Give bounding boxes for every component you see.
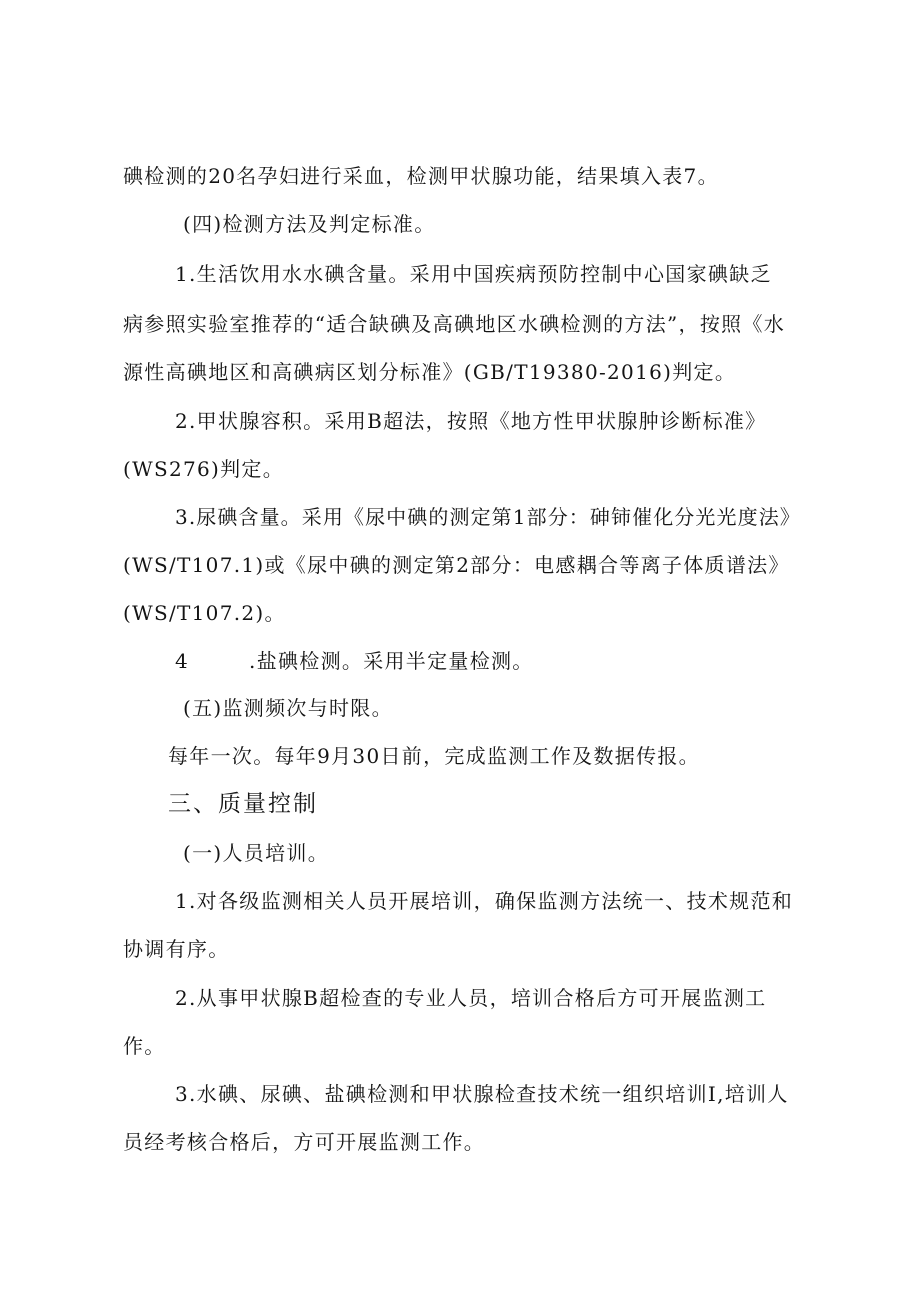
paragraph-line xyxy=(175,647,534,675)
paragraph-line: 2.甲状腺容积。采用B超法，按照《地方性甲状腺肿诊断标准》 xyxy=(175,409,767,433)
paragraph-line: (WS/T107.1)或《尿中碘的测定第2部分：电感耦合等离子体质谱法》 xyxy=(123,553,790,577)
paragraph-line: 1.生活饮用水水碘含量。采用中国疾病预防控制中心国家碘缺乏 xyxy=(175,262,772,286)
section-heading: 三、质量控制 xyxy=(168,791,318,817)
paragraph-line: 病参照实验室推荐的“适合缺碘及高碘地区水碘检测的方法”，按照《水 xyxy=(123,312,786,336)
subsection-heading: (四)检测方法及判定标准。 xyxy=(183,212,436,236)
subsection-heading: (一)人员培训。 xyxy=(183,841,330,865)
paragraph-line: 每年一次。每年9月30日前，完成监测工作及数据传报。 xyxy=(168,744,700,768)
paragraph-line: 作。 xyxy=(123,1034,166,1058)
paragraph-line: 源性高碘地区和高碘病区划分标准》(GB/T19380-2016)判定。 xyxy=(123,360,737,384)
list-text: .盐碘检测。采用半定量检测。 xyxy=(249,649,534,673)
paragraph-line: 协调有序。 xyxy=(123,937,230,961)
paragraph-line: (WS276)判定。 xyxy=(123,457,285,481)
paragraph-line: (WS/T107.2)。 xyxy=(123,601,286,625)
paragraph-line: 员经考核合格后，方可开展监测工作。 xyxy=(123,1130,486,1154)
paragraph-line: 碘检测的20名孕妇进行采血，检测甲状腺功能，结果填入表7。 xyxy=(123,164,719,188)
paragraph-line: 3.尿碘含量。采用《尿中碘的测定第1部分：砷铈催化分光光度法》 xyxy=(175,505,801,529)
paragraph-line: 2.从事甲状腺B超检查的专业人员，培训合格后方可开展监测工 xyxy=(175,986,767,1010)
paragraph-line: 1.对各级监测相关人员开展培训，确保监测方法统一、技术规范和 xyxy=(175,889,794,913)
list-number: 4 xyxy=(175,649,190,673)
paragraph-line: 3.水碘、尿碘、盐碘检测和甲状腺检查技术统一组织培训I,培训人 xyxy=(175,1082,789,1106)
subsection-heading: (五)监测频次与时限。 xyxy=(183,696,393,720)
